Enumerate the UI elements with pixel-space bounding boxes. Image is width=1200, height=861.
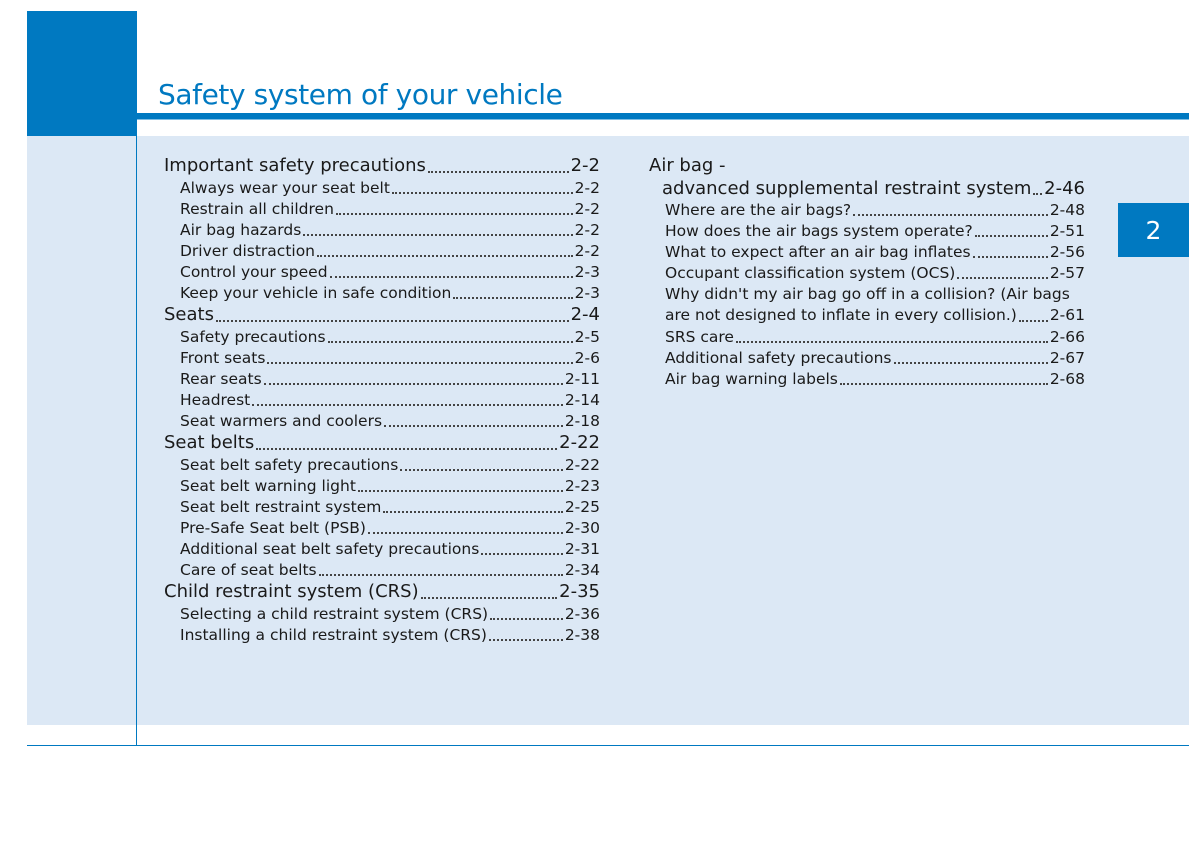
toc-entry[interactable]: Headrest 2-14 xyxy=(180,390,600,409)
toc-entry[interactable]: Seat belt warning light 2-23 xyxy=(180,476,600,495)
toc-entry[interactable]: Additional seat belt safety precautions 2-31 xyxy=(180,539,600,558)
toc-entry[interactable]: Control your speed 2-3 xyxy=(180,262,600,281)
page-title: Safety system of your vehicle xyxy=(158,78,563,111)
toc-entry[interactable]: Safety precautions 2-5 xyxy=(180,327,600,346)
margin-vertical-rule xyxy=(136,136,137,746)
footer-rule xyxy=(27,745,1189,746)
toc-entry[interactable]: Care of seat belts 2-34 xyxy=(180,561,600,579)
toc-entry[interactable]: Seat belt restraint system 2-25 xyxy=(180,497,600,516)
toc-entry[interactable]: Where are the air bags? 2-48 xyxy=(665,201,1085,219)
toc-column-left xyxy=(164,155,600,646)
toc-section-entry[interactable]: advanced supplemental restraint system 2-46 xyxy=(662,177,1085,199)
toc-section-entry[interactable]: Seats 2-4 xyxy=(164,304,600,326)
toc-section-entry[interactable]: Seat belts 2-22 xyxy=(164,432,600,454)
toc-entry-line: Why didn't my air bag go off in a collision? (Air bags xyxy=(665,285,1070,304)
toc-entry[interactable]: are not designed to inflate in every collision.) 2-61 xyxy=(665,306,1085,325)
toc-entry[interactable]: Always wear your seat belt 2-2 xyxy=(180,178,600,197)
toc-entry[interactable]: What to expect after an air bag inflates 2-56 xyxy=(665,243,1085,262)
chapter-corner-block xyxy=(27,11,137,136)
header-thin-rule xyxy=(137,119,1189,120)
toc-entry[interactable]: How does the air bags system operate? 2-51 xyxy=(665,222,1085,241)
toc-section-entry[interactable]: Child restraint system (CRS) 2-35 xyxy=(164,581,600,603)
chapter-tab[interactable]: 2 xyxy=(1118,203,1189,257)
toc-entry[interactable]: Seat belt safety precautions 2-22 xyxy=(180,455,600,474)
toc-entry[interactable]: Air bag hazards 2-2 xyxy=(180,220,600,239)
toc-entry[interactable]: Driver distraction 2-2 xyxy=(180,241,600,260)
toc-entry[interactable]: Selecting a child restraint system (CRS) 2-36 xyxy=(180,604,600,623)
toc-entry[interactable]: SRS care 2-66 xyxy=(665,327,1085,346)
toc-entry[interactable]: Additional safety precautions 2-67 xyxy=(665,348,1085,367)
toc-section-entry[interactable]: Important safety precautions 2-2 xyxy=(164,155,600,176)
toc-entry[interactable]: Air bag warning labels 2-68 xyxy=(665,369,1085,388)
toc-entry[interactable]: Restrain all children 2-2 xyxy=(180,199,600,218)
toc-entry[interactable]: Seat warmers and coolers 2-18 xyxy=(180,411,600,430)
toc-entry[interactable]: Installing a child restraint system (CRS) 2-38 xyxy=(180,625,600,644)
toc-entry[interactable]: Front seats 2-6 xyxy=(180,348,600,367)
toc-entry[interactable]: Occupant classification system (OCS) 2-57 xyxy=(665,264,1085,283)
toc-entry[interactable]: Rear seats 2-11 xyxy=(180,369,600,388)
toc-entry[interactable]: Pre-Safe Seat belt (PSB) 2-30 xyxy=(180,518,600,537)
toc-column-right xyxy=(649,155,1085,390)
toc-section-title-line: Air bag - xyxy=(649,155,726,176)
toc-entry[interactable]: Keep your vehicle in safe condition 2-3 xyxy=(180,283,600,302)
